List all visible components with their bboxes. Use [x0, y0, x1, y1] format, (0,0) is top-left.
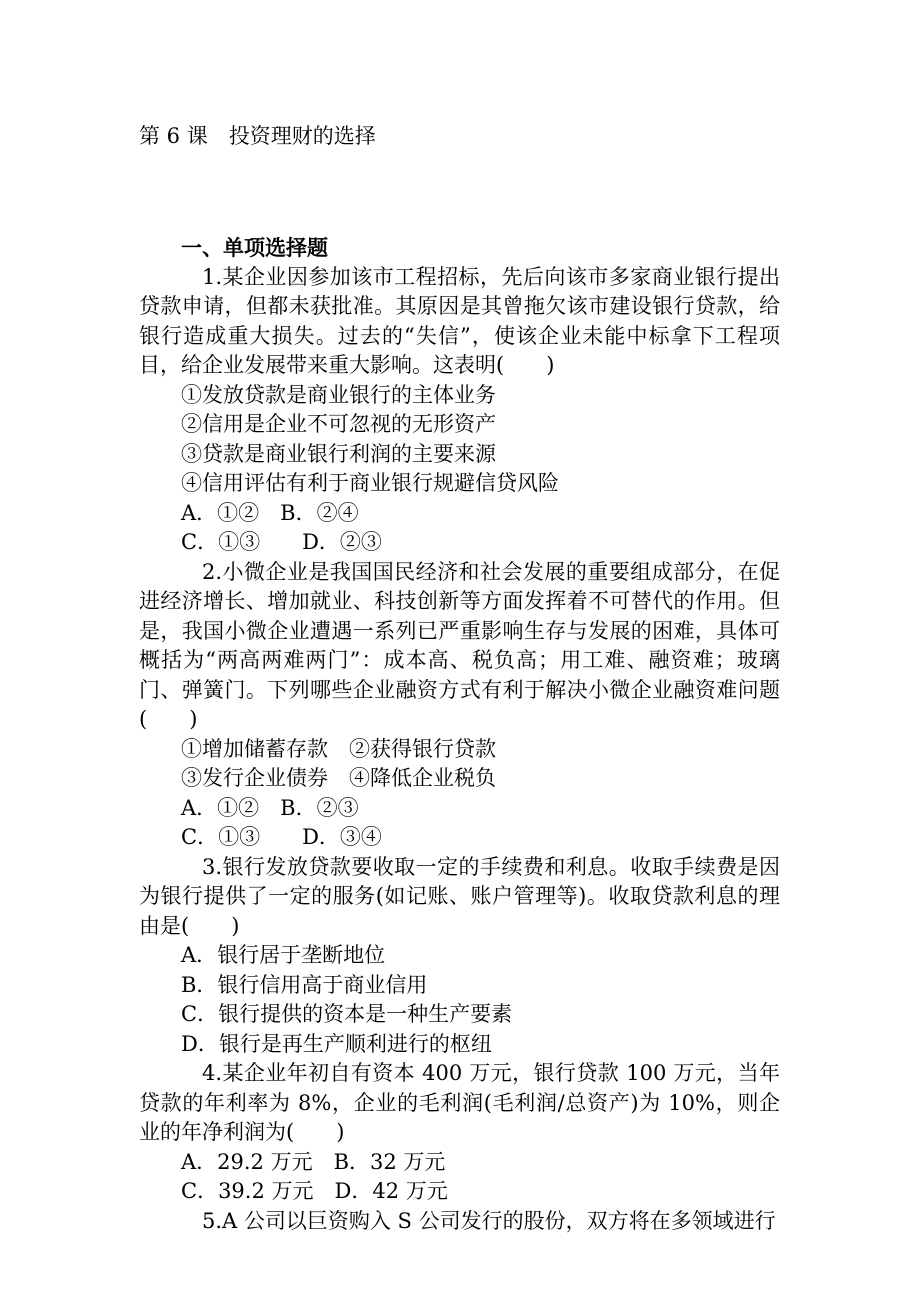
- question-1: [139, 263, 780, 558]
- page-title: 第 6 课 投资理财的选择: [139, 124, 376, 148]
- question-stem: 4.某企业年初自有资本 400 万元，银行贷款 100 万元，当年贷款的年利率为 8%，企业的毛利润(毛利润/总资产)为 10%，则企业的年净利润为( ): [139, 1061, 780, 1144]
- answer-option-d: D．银行是再生产顺利进行的枢纽: [181, 1031, 492, 1056]
- answer-option-c: C．银行提供的资本是一种生产要素: [181, 1002, 513, 1026]
- statement-4: ④信用评估有利于商业银行规避信贷风险: [181, 471, 559, 495]
- answer-options-row-2: C．39.2 万元 D．42 万元: [181, 1179, 448, 1203]
- answer-options-row-1: A．①② B．②③: [181, 795, 359, 820]
- answer-option-b: B．银行信用高于商业信用: [181, 972, 428, 997]
- answer-options-row-1: A．①② B．②④: [181, 500, 359, 525]
- question-stem: 2.小微企业是我国国民经济和社会发展的重要组成部分，在促进经济增长、增加就业、科技创新等方面发挥着不可替代的作用。但是，我国小微企业遭遇一系列已严重影响生存与发展的困难，具体可概括为“两高两难两门”：成本高、税负高；用工难、融资难；玻璃门、弹簧门。下列哪些企业融资方式有利于解决小微企业融资难问题( ): [139, 559, 780, 731]
- section-heading: 一、单项选择题: [181, 235, 328, 260]
- statement-1: ①发放贷款是商业银行的主体业务: [181, 382, 496, 407]
- question-stem: 3.银行发放贷款要收取一定的手续费和利息。收取手续费是因为银行提供了一定的服务(如记账、账户管理等)。收取贷款利息的理由是( ): [139, 854, 780, 938]
- question-stem: 5.A 公司以巨资购入 S 公司发行的股份，双方将在多领域进行: [202, 1208, 776, 1233]
- statement-3: ③贷款是商业银行利润的主要来源: [181, 441, 496, 466]
- question-3: [139, 853, 780, 1060]
- question-4: [139, 1059, 780, 1207]
- question-5: [139, 1207, 780, 1237]
- statement-row-2: ③发行企业债券 ④降低企业税负: [181, 766, 496, 790]
- answer-options-row-2: C．①③ D．③④: [181, 825, 382, 849]
- answer-options-row-2: C．①③ D．②③: [181, 530, 382, 554]
- answer-option-a: A．银行居于垄断地位: [181, 943, 386, 967]
- question-stem: 1.某企业因参加该市工程招标，先后向该市多家商业银行提出贷款申请，但都未获批准。其原因是其曾拖欠该市建设银行贷款，给银行造成重大损失。过去的“失信”，使该企业未能中标拿下工程项目，给企业发展带来重大影响。这表明( ): [139, 264, 780, 377]
- question-2: [139, 558, 780, 853]
- statement-row-1: ①增加储蓄存款 ②获得银行贷款: [181, 736, 496, 761]
- answer-options-row-1: A．29.2 万元 B．32 万元: [181, 1149, 446, 1174]
- statement-2: ②信用是企业不可忽视的无形资产: [181, 412, 496, 436]
- question-list: [139, 233, 780, 1236]
